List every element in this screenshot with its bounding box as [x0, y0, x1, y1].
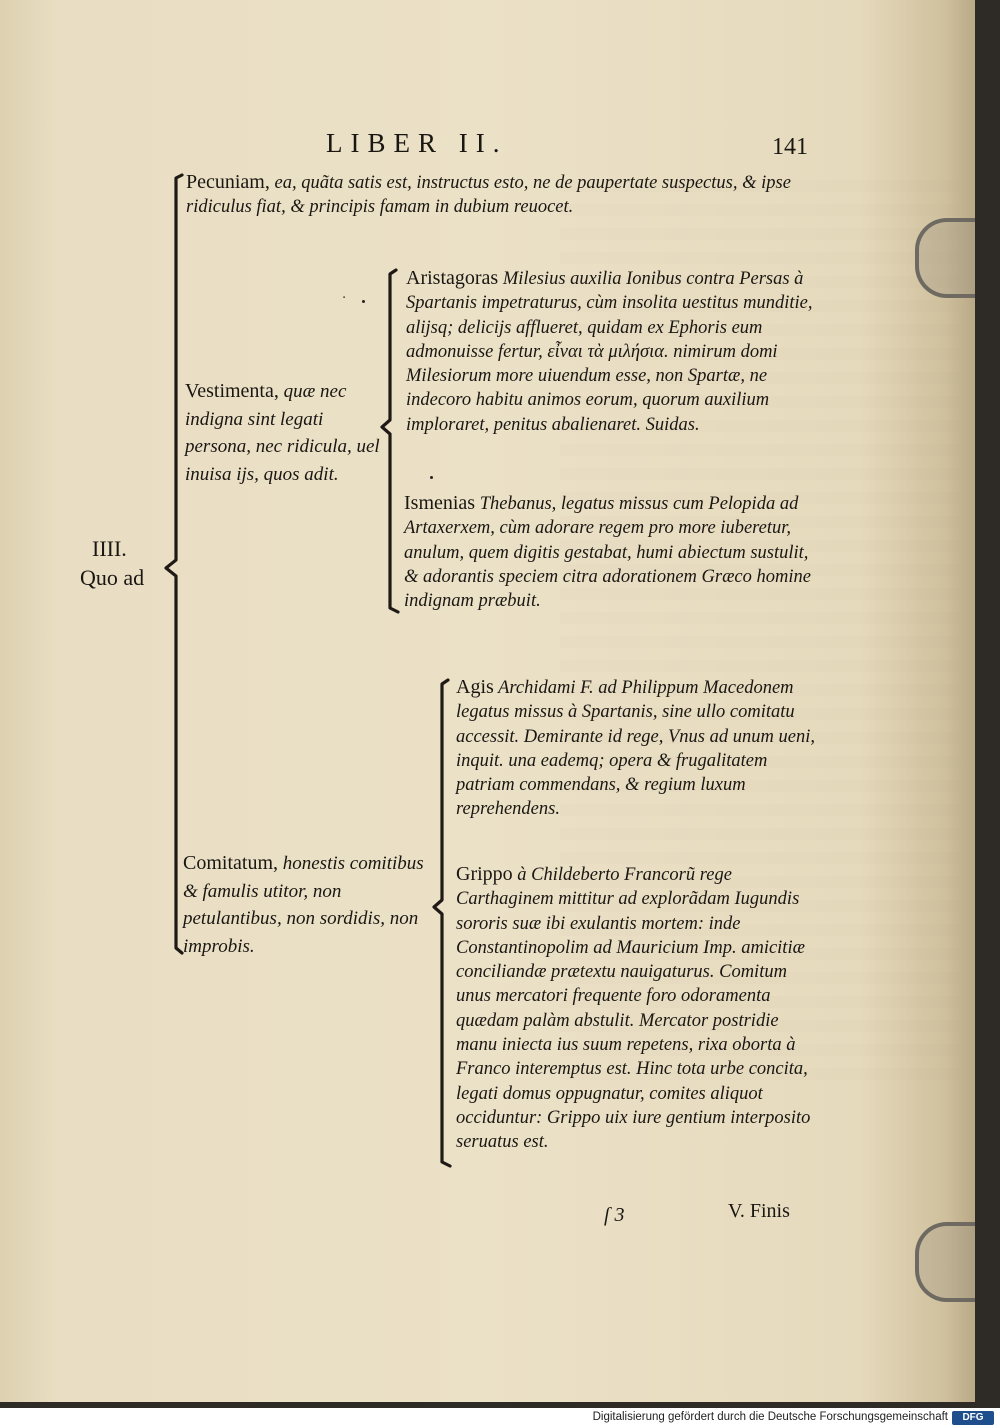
vestimenta-label	[185, 378, 383, 488]
entry-text: Thebanus, legatus missus cum Pelopida ad Artaxerxem, cùm adorare regem pro more iuberetur, anulum, quem digitis gestabat, humi abiectum sustulit, & adorantis speciem citra adorationem Græco homine indignam præbuit.	[404, 494, 811, 612]
ink-dot	[430, 476, 433, 479]
example-grippo	[456, 862, 818, 1155]
example-aristagoras	[406, 266, 816, 437]
comitatum-bracket	[434, 680, 450, 1166]
label-lead: Vestimenta,	[185, 380, 279, 402]
top-entry-pecuniam	[186, 170, 816, 220]
label-lead: Comitatum,	[183, 852, 278, 874]
section-label	[80, 534, 144, 592]
entry-text: ea, quãta satis est, instructus esto, ne de paupertate suspectus, & ipse ridiculus fiat, & principis famam in dubium reuocet.	[186, 173, 791, 218]
attribution-text: Digitalisierung gefördert durch die Deutsche Forschungsgemeinschaft	[592, 1411, 948, 1423]
entry-text: Milesius auxilia Ionibus contra Persas à Spartanis impetraturus, cùm insolita uestitus munditie, alijsq; delicijs afflueret, quidam ex Ephoris eum admonuisse fertur, εἶναι τὰ μιλήσια. nimirum domi Milesiorum more uiuendum esse, non Spartæ, ne indecoro habitu animos eorum, quorum auxilium imploraret, penitus abalienaret. Suidas.	[406, 269, 813, 435]
example-ismenias	[404, 491, 818, 613]
page-number: 141	[772, 134, 808, 160]
vestimenta-bracket	[382, 270, 398, 612]
entry-text: à Childeberto Francorũ rege Carthaginem mittitur ad explorãdam Iugundis sororis suæ ibi exulantis mortem: inde Constantinopolim ad Mauricium Imp. amicitiæ conciliandæ prætextu nauigaturus. Comitum unus mercatori frequente foro odoramenta quædam palàm abstulit. Mercator postridie manu iniecta ius suum repetens, rixa oborta à Franco interemptus est. Hinc tota urbe concita, legati domus oppugnatur, comites aliquot occiduntur: Grippo uix iure gentium interposito seruatus est.	[456, 865, 811, 1153]
entry-lead: Agis	[456, 676, 494, 698]
catchword: V. Finis	[728, 1200, 790, 1222]
label-text: quæ nec indigna sint legati persona, nec ridicula, uel inuisa ijs, quos adit.	[185, 381, 380, 485]
comitatum-label	[183, 850, 433, 960]
entry-text: Archidami F. ad Philippum Macedonem legatus missus à Spartanis, sine ullo comitatu accessit. Demirante id rege, Vnus ad unum ueni, inquit. una eademq; opera & frugalitatem patriam commendans, & regium luxum reprehendens.	[456, 678, 815, 820]
entry-lead: Aristagoras	[406, 267, 499, 289]
ink-dot	[362, 300, 365, 303]
main-bracket	[166, 175, 182, 953]
dfg-logo: DFG	[952, 1411, 994, 1425]
signature-mark: ſ 3	[604, 1204, 625, 1226]
entry-lead: Grippo	[456, 863, 513, 885]
running-head: LIBER II.	[326, 128, 508, 158]
attribution-bar	[0, 1408, 1000, 1428]
entry-lead: Ismenias	[404, 492, 476, 514]
entry-lead: Pecuniam,	[186, 171, 270, 193]
section-numeral: IIII.	[92, 536, 127, 561]
marginal-dots: ·	[342, 290, 346, 306]
section-quo-ad: Quo ad	[80, 565, 145, 590]
example-agis	[456, 675, 818, 822]
label-text: honestis comitibus & famulis utitor, non petulantibus, non sordidis, non improbis.	[183, 853, 424, 957]
